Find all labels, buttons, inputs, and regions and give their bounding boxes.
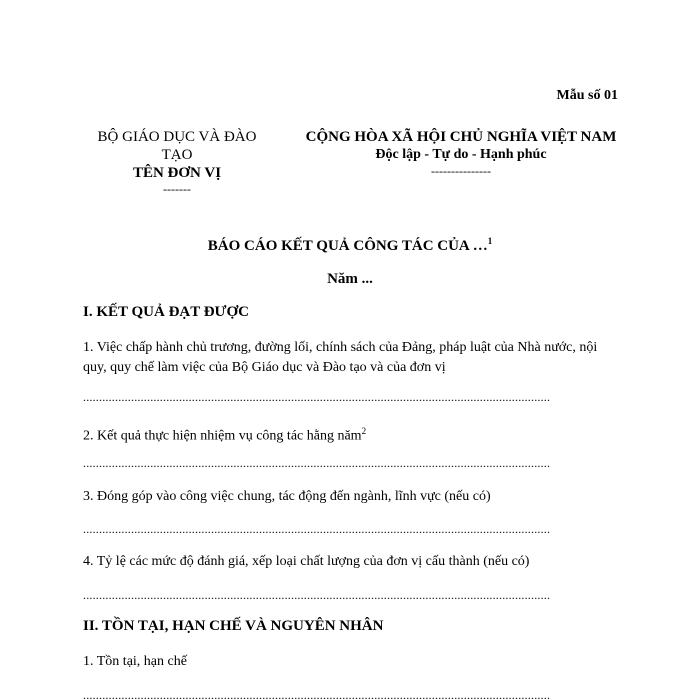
section-2-heading: II. TỒN TẠI, HẠN CHẾ VÀ NGUYÊN NHÂN [83, 618, 384, 634]
section-2-item-1: 1. Tồn tại, hạn chế [83, 654, 187, 669]
fill-in-line[interactable]: .................................................................................................................................................. [83, 391, 551, 404]
report-year: Năm ... [327, 271, 373, 287]
title-footnote-mark: 1 [487, 236, 493, 246]
report-title [0, 236, 700, 255]
section-1-heading: I. KẾT QUẢ ĐẠT ĐƯỢC [83, 304, 249, 320]
fill-in-line[interactable]: .................................................................................................................................................. [83, 589, 551, 602]
fill-in-line[interactable]: .................................................................................................................................................. [83, 689, 551, 700]
country-name: CỘNG HÒA XÃ HỘI CHỦ NGHĨA VIỆT NAM [305, 129, 617, 145]
unit-name: TÊN ĐƠN VỊ [132, 165, 222, 181]
form-number: Mẫu số 01 [556, 88, 618, 103]
fill-in-line[interactable]: .................................................................................................................................................. [83, 457, 551, 470]
section-1-item-2 [83, 421, 623, 447]
fill-in-line[interactable]: .................................................................................................................................................. [83, 523, 551, 536]
left-header [88, 128, 266, 196]
section-1-item-1: 1. Việc chấp hành chủ trương, đường lối, chính sách của Đảng, pháp luật của Nhà nước, nội quy, quy chế làm việc của Bộ Giáo dục và Đào tạo và của đơn vị [83, 340, 598, 375]
section-1-item-4: 4. Tỷ lệ các mức độ đánh giá, xếp loại chất lượng của đơn vị cấu thành (nếu có) [83, 554, 530, 569]
right-header-rule: --------------- [431, 164, 491, 178]
section-1-item-3: 3. Đóng góp vào công việc chung, tác động đến ngành, lĩnh vực (nếu có) [83, 489, 491, 504]
item-2-footnote-mark: 2 [361, 426, 367, 436]
right-header [288, 128, 634, 178]
report-title-text: BÁO CÁO KẾT QUẢ CÔNG TÁC CỦA … [207, 238, 488, 254]
left-header-rule: ------- [163, 182, 191, 196]
national-motto: Độc lập - Tự do - Hạnh phúc [375, 147, 547, 162]
section-1-item-2-text: 2. Kết quả thực hiện nhiệm vụ công tác hằng năm [83, 428, 362, 444]
ministry-name: BỘ GIÁO DỤC VÀ ĐÀO TẠO [97, 129, 257, 163]
